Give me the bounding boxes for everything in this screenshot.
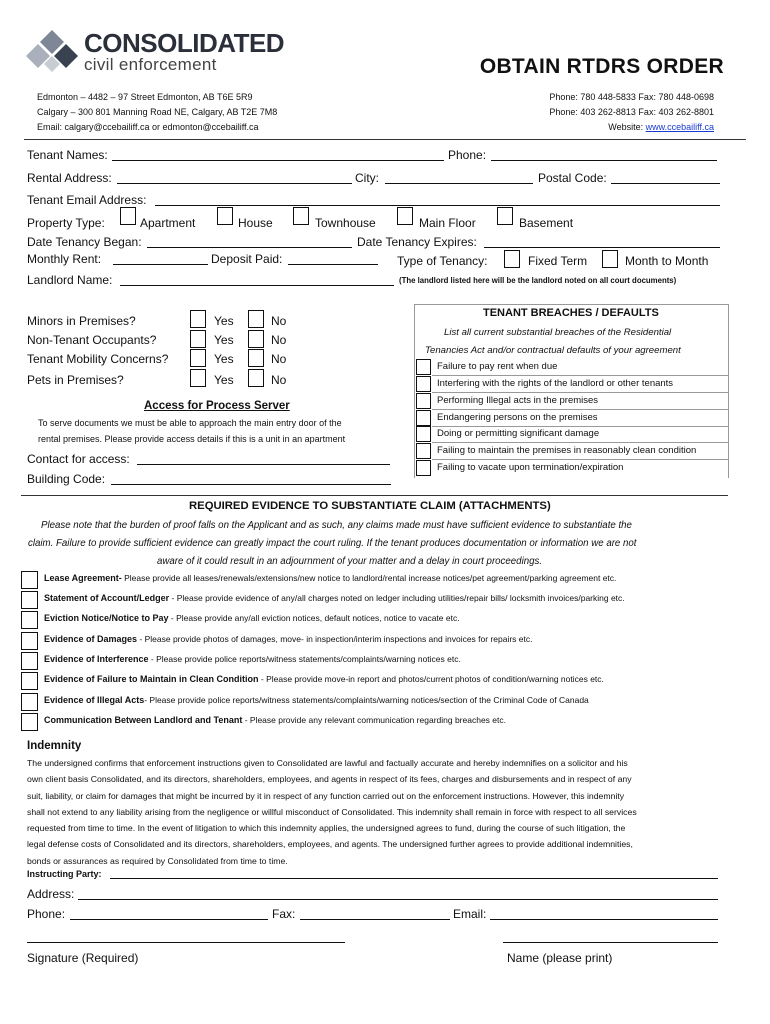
breach-checkbox[interactable] <box>416 359 431 375</box>
breach-checkbox[interactable] <box>416 460 431 476</box>
evidence-title: Evidence of Damages <box>44 634 138 644</box>
access-heading: Access for Process Server <box>144 400 290 412</box>
mobility-yes-checkbox[interactable] <box>190 349 206 367</box>
evidence-title: Statement of Account/Ledger <box>44 593 170 603</box>
pets-yes-checkbox[interactable] <box>190 369 206 387</box>
evidence-item[interactable] <box>21 610 728 630</box>
breach-item[interactable] <box>416 393 726 410</box>
evidence-checkbox[interactable] <box>21 632 38 650</box>
indemnity-text <box>27 755 637 869</box>
breach-checkbox[interactable] <box>416 393 431 409</box>
phone-edmonton: Phone: 780 448-5833 Fax: 780 448-0698 <box>549 92 714 102</box>
question-pets: Pets in Premises? <box>27 373 124 387</box>
footer-fax-field[interactable] <box>300 919 450 920</box>
evidence-checkbox[interactable] <box>21 652 38 670</box>
postal-code-label: Postal Code: <box>538 171 607 185</box>
month-to-month-label: Month to Month <box>625 254 709 268</box>
pets-yes-label: Yes <box>214 373 234 387</box>
footer-phone-field[interactable] <box>70 919 268 920</box>
evidence-checkbox[interactable] <box>21 611 38 629</box>
month-to-month-checkbox[interactable] <box>602 250 618 268</box>
evidence-desc: Please provide all leases/renewals/extensions/new notice to landlord/rental increase notices/pet agreement/parking agreement etc. <box>121 573 617 583</box>
evidence-checkbox[interactable] <box>21 591 38 609</box>
footer-email-label: Email: <box>453 907 487 921</box>
deposit-paid-field[interactable] <box>288 264 378 265</box>
evidence-note-2: claim. Failure to provide sufficient evidence can greatly impact the court ruling. If the tenant produces documentation or information we are not <box>28 538 637 549</box>
evidence-label <box>44 634 533 644</box>
breach-item[interactable] <box>416 426 726 443</box>
breach-label: Failing to vacate upon termination/expiration <box>437 462 624 473</box>
tenant-email-label: Tenant Email Address: <box>27 193 147 207</box>
breach-item[interactable] <box>416 460 726 477</box>
evidence-item[interactable] <box>21 692 728 712</box>
evidence-item[interactable] <box>21 651 728 671</box>
breach-item[interactable] <box>416 376 726 393</box>
evidence-title: Eviction Notice/Notice to Pay <box>44 613 169 623</box>
postal-code-field[interactable] <box>611 183 720 184</box>
evidence-checkbox[interactable] <box>21 571 38 589</box>
breach-label: Interfering with the rights of the landlord or other tenants <box>437 378 674 389</box>
logo <box>26 28 286 78</box>
website-line <box>608 122 714 132</box>
contact-access-field[interactable] <box>137 464 390 465</box>
name-label: Name (please print) <box>507 951 613 965</box>
breach-checkbox[interactable] <box>416 443 431 459</box>
address-label: Address: <box>27 887 75 901</box>
breach-label: Performing Illegal acts in the premises <box>437 395 599 406</box>
logo-subtitle: civil enforcement <box>84 55 217 74</box>
breaches-top-border <box>414 304 728 305</box>
indemnity-line: shall not extend to any liability arising from the negligence or willful misconduct of Consolidated. This indemnity shall remain in force with respect to all services <box>27 806 637 817</box>
question-minors: Minors in Premises? <box>27 314 136 328</box>
breach-label: Doing or permitting significant damage <box>437 428 600 439</box>
rental-address-field[interactable] <box>117 183 352 184</box>
pets-no-label: No <box>271 373 287 387</box>
evidence-checkbox[interactable] <box>21 713 38 731</box>
address-edmonton: Edmonton – 4482 – 97 Street Edmonton, AB T6E 5R9 <box>37 92 253 102</box>
mobility-yes-label: Yes <box>214 352 234 366</box>
mobility-no-checkbox[interactable] <box>248 349 264 367</box>
breach-checkbox[interactable] <box>416 376 431 392</box>
footer-fax-label: Fax: <box>272 907 296 921</box>
indemnity-line: The undersigned confirms that enforcement instructions given to Consolidated are lawful and factually accurate and hereby indemnifies on a solicitor and his <box>27 758 628 768</box>
evidence-desc: - Please provide move-in report and photos/current photos of condition/warning notices etc. <box>258 674 604 684</box>
contact-access-label: Contact for access: <box>27 452 130 466</box>
footer-phone-label: Phone: <box>27 907 66 921</box>
website-link[interactable]: www.ccebailiff.ca <box>645 122 714 132</box>
breaches-subtitle-2: Tenancies Act and/or contractual defaults of your agreement <box>425 345 681 356</box>
minors-no-label: No <box>271 314 287 328</box>
tenant-email-field[interactable] <box>155 205 720 206</box>
signature-label: Signature (Required) <box>27 951 139 965</box>
evidence-note-3: aware of it could result in an adjournment of your matter and a delay in court proceedings. <box>157 556 543 567</box>
access-text-2: rental premises. Please provide access details if this is a unit in an apartment <box>38 434 346 444</box>
basement-label: Basement <box>519 216 574 230</box>
evidence-label <box>44 573 616 583</box>
landlord-note: (The landlord listed here will be the landlord noted on all court documents) <box>399 276 677 285</box>
logo-diamond-icon <box>26 30 78 74</box>
indemnity-line: legal defense costs of Consolidated and its directors, shareholders, employees, and agents. The undersigned further agrees to provide additional indemnities, <box>27 839 633 850</box>
mobility-no-label: No <box>271 352 287 366</box>
main-floor-label: Main Floor <box>419 216 476 230</box>
evidence-heading: REQUIRED EVIDENCE TO SUBSTANTIATE CLAIM (ATTACHMENTS) <box>189 500 551 512</box>
pets-no-checkbox[interactable] <box>248 369 264 387</box>
evidence-item[interactable] <box>21 712 728 732</box>
date-began-label: Date Tenancy Began: <box>27 235 142 249</box>
address-calgary: Calgary – 300 801 Manning Road NE, Calgary, AB T2E 7M8 <box>37 107 278 117</box>
city-field[interactable] <box>385 183 533 184</box>
townhouse-label: Townhouse <box>315 216 376 230</box>
phone-field[interactable] <box>491 160 717 161</box>
indemnity-line: bonds or assurances as required by Consolidated from time to time. <box>27 855 288 866</box>
breach-label: Failure to pay rent when due <box>437 361 558 372</box>
evidence-title: Communication Between Landlord and Tenant <box>44 715 243 725</box>
apartment-checkbox[interactable] <box>120 207 136 225</box>
footer-email-field[interactable] <box>490 919 718 920</box>
breach-item[interactable] <box>416 410 726 427</box>
indemnity-line: suit, liability, or claim for damages that might be incurred by it in respect of any function carried out on the enforcement instructions. However, this indemnity <box>27 790 625 801</box>
property-type-label: Property Type: <box>27 216 105 230</box>
occupants-no-label: No <box>271 333 287 347</box>
occupants-no-checkbox[interactable] <box>248 330 264 348</box>
evidence-desc: - Please provide photos of damages, move- in inspection/interim inspections and invoices for repairs etc. <box>137 634 533 644</box>
signature-field[interactable] <box>27 942 345 943</box>
breach-item[interactable] <box>416 443 726 460</box>
evidence-label <box>44 593 625 603</box>
breach-checkbox[interactable] <box>416 410 431 426</box>
monthly-rent-label: Monthly Rent: <box>27 252 102 266</box>
evidence-note-1: Please note that the burden of proof falls on the Applicant and as such, any claims made must have sufficient evidence to substantiate the <box>41 520 632 531</box>
question-occupants: Non-Tenant Occupants? <box>27 333 157 347</box>
evidence-item[interactable] <box>21 590 728 610</box>
occupants-yes-label: Yes <box>214 333 234 347</box>
deposit-paid-label: Deposit Paid: <box>211 252 283 266</box>
landlord-name-field[interactable] <box>120 285 394 286</box>
phone-label: Phone: <box>448 148 487 162</box>
apartment-label: Apartment <box>140 216 196 230</box>
minors-yes-checkbox[interactable] <box>190 310 206 328</box>
evidence-title: Evidence of Illegal Acts <box>44 695 145 705</box>
evidence-label <box>44 613 460 623</box>
rental-address-label: Rental Address: <box>27 171 112 185</box>
basement-checkbox[interactable] <box>497 207 513 225</box>
contact-email: Email: calgary@ccebailiff.ca or edmonton@ccebailiff.ca <box>37 122 259 132</box>
fixed-term-label: Fixed Term <box>528 254 588 268</box>
city-label: City: <box>355 171 379 185</box>
evidence-title: Evidence of Interference <box>44 654 149 664</box>
indemnity-line: own client basis Consolidated, and its directors, shareholders, employees, and agents in respect of its fees, charges and disbursements and in respect of any <box>27 774 632 785</box>
monthly-rent-field[interactable] <box>113 264 208 265</box>
question-mobility: Tenant Mobility Concerns? <box>27 352 169 366</box>
logo-wordmark: CONSOLIDATED <box>84 28 285 58</box>
main-floor-checkbox[interactable] <box>397 207 413 225</box>
date-began-field[interactable] <box>147 247 352 248</box>
breach-label: Endangering persons on the premises <box>437 412 598 423</box>
breaches-subtitle-1: List all current substantial breaches of the Residential <box>444 327 672 338</box>
tenant-names-label: Tenant Names: <box>27 148 108 162</box>
evidence-label <box>44 674 604 684</box>
address-field[interactable] <box>78 899 718 900</box>
evidence-desc: - Please provide police reports/witness statements/complaints/warning notices etc. <box>148 654 461 664</box>
evidence-checkbox[interactable] <box>21 693 38 711</box>
evidence-checkbox[interactable] <box>21 672 38 690</box>
instructing-party-label: Instructing Party: <box>27 869 102 879</box>
breach-item[interactable] <box>416 359 726 376</box>
indemnity-heading: Indemnity <box>27 740 82 752</box>
evidence-top-border <box>21 495 728 496</box>
indemnity-line: requested from time to time. In the event of litigation to which this indemnity applies, the undersigned agrees to fund, during the course of such litigation, the <box>27 823 626 834</box>
access-text-1: To serve documents we must be able to approach the main entry door of the <box>38 418 342 428</box>
breach-checkbox[interactable] <box>416 426 431 442</box>
building-code-label: Building Code: <box>27 472 106 486</box>
townhouse-checkbox[interactable] <box>293 207 309 225</box>
website-label: Website: <box>608 122 646 132</box>
evidence-item[interactable] <box>21 631 728 651</box>
breaches-left-border <box>414 304 415 478</box>
page-title: OBTAIN RTDRS ORDER <box>479 55 724 78</box>
landlord-name-label: Landlord Name: <box>27 273 113 287</box>
header-divider <box>24 139 746 140</box>
evidence-item[interactable] <box>21 570 728 590</box>
breaches-right-border <box>728 304 729 478</box>
name-field[interactable] <box>503 942 718 943</box>
fixed-term-checkbox[interactable] <box>504 250 520 268</box>
building-code-field[interactable] <box>111 484 391 485</box>
evidence-item[interactable] <box>21 671 728 691</box>
evidence-desc: - Please provide any relevant communication regarding breaches etc. <box>242 715 506 725</box>
evidence-label <box>44 715 506 725</box>
house-label: House <box>238 216 273 230</box>
evidence-label <box>44 654 461 664</box>
evidence-desc: - Please provide police reports/witness statements/complaints/warning notices/section of the Criminal Code of Canada <box>144 695 589 705</box>
minors-yes-label: Yes <box>214 314 234 328</box>
date-expires-field[interactable] <box>484 247 720 248</box>
tenant-names-field[interactable] <box>112 160 444 161</box>
evidence-title: Evidence of Failure to Maintain in Clean Condition <box>44 674 259 684</box>
evidence-desc: - Please provide any/all eviction notices, default notices, notice to vacate etc. <box>168 613 460 623</box>
minors-no-checkbox[interactable] <box>248 310 264 328</box>
occupants-yes-checkbox[interactable] <box>190 330 206 348</box>
evidence-desc: - Please provide evidence of any/all charges noted on ledger including utilities/repair bills/ locksmith invoices/parking etc. <box>169 593 625 603</box>
house-checkbox[interactable] <box>217 207 233 225</box>
date-expires-label: Date Tenancy Expires: <box>357 235 477 249</box>
evidence-title: Lease Agreement- <box>44 573 122 583</box>
breach-label: Failing to maintain the premises in reasonably clean condition <box>437 445 697 456</box>
type-of-tenancy-label: Type of Tenancy: <box>397 254 488 268</box>
phone-calgary: Phone: 403 262-8813 Fax: 403 262-8801 <box>549 107 714 117</box>
breaches-heading: TENANT BREACHES / DEFAULTS <box>483 307 659 319</box>
instructing-party-field[interactable] <box>110 878 718 879</box>
evidence-label <box>44 695 589 705</box>
